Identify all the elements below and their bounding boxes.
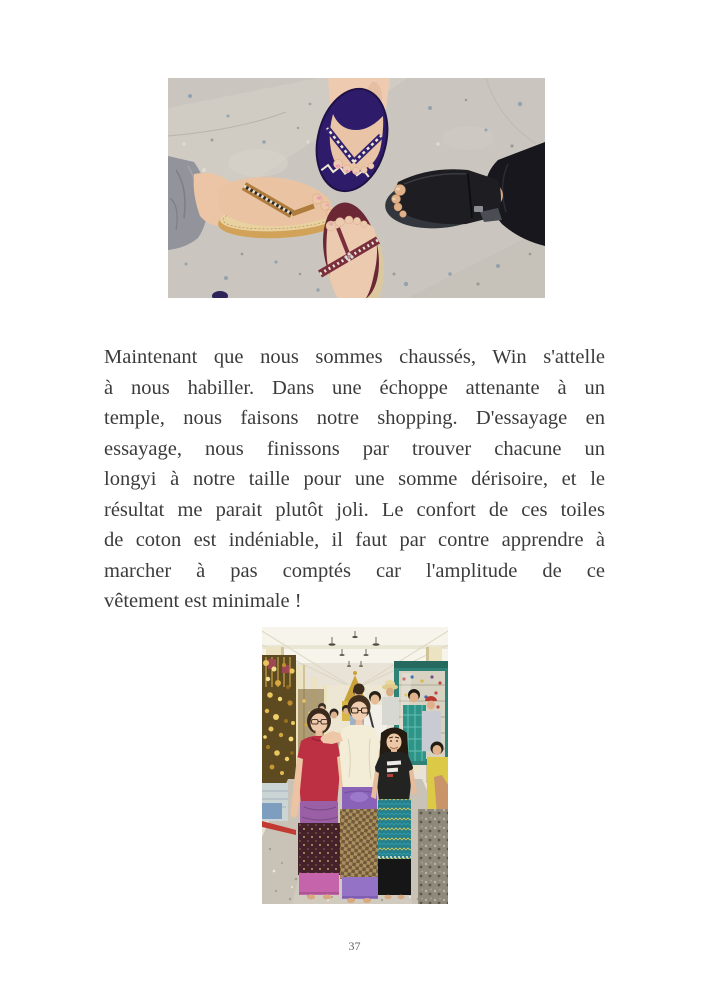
body-paragraph xyxy=(104,342,605,617)
photo-market-illustration xyxy=(262,627,448,904)
photo-sandals xyxy=(168,78,545,298)
paragraph-line: essayage, nous finissons par trouver chacune un xyxy=(104,437,605,460)
paragraph-line: vêtement est minimale ! xyxy=(104,590,302,612)
paragraph-line: de coton est indéniable, il faut par contre apprendre à xyxy=(104,529,605,551)
paragraph-line: temple, nous faisons notre shopping. D'essayage en xyxy=(104,407,605,429)
page-number: 37 xyxy=(348,939,361,953)
photo-sandals-illustration xyxy=(168,78,545,298)
photo-market xyxy=(262,627,448,904)
paragraph-line: longyi à notre taille pour une somme dérisoire, et le xyxy=(104,468,605,490)
paragraph-line: à nous habiller. Dans une échoppe attenante à un xyxy=(104,376,605,399)
paragraph-line: marcher à pas comptés car l'amplitude de ce xyxy=(104,559,605,582)
paragraph-line: résultat me parait plutôt joli. Le confort de ces toiles xyxy=(104,498,605,521)
paragraph-line: Maintenant que nous sommes chaussés, Win s'attelle xyxy=(104,346,605,368)
